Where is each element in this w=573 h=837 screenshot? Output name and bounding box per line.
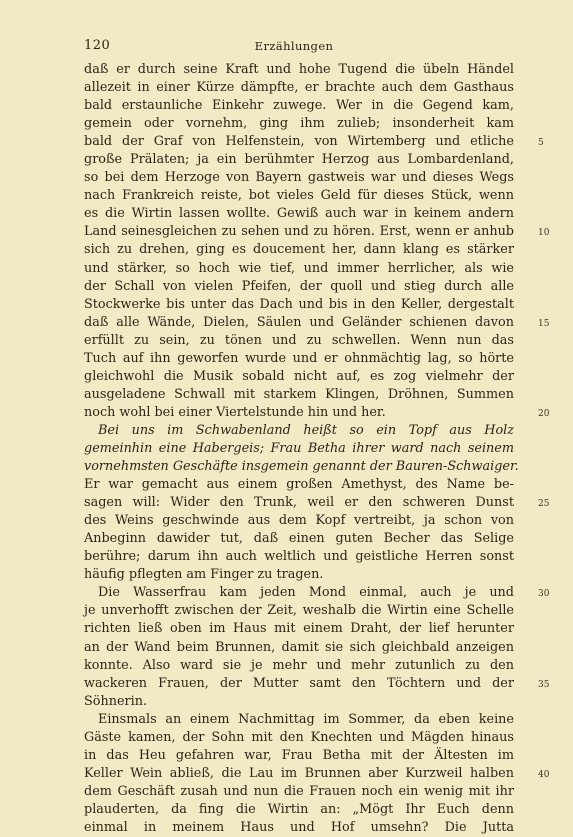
text-line <box>84 783 514 801</box>
text-line <box>84 278 514 296</box>
text-line <box>84 458 519 476</box>
line-text: allezeit in einer Kürze dämpfte, er brachte auch dem Gasthaus <box>84 80 514 96</box>
line-text: vornehmsten Geschäfte insgemein genannt der Bauren-Schwaiger. <box>84 459 519 475</box>
text-line <box>84 296 514 314</box>
text-line <box>84 765 550 783</box>
text-line <box>84 422 514 440</box>
text-line <box>84 79 514 97</box>
text-line <box>84 476 514 494</box>
line-text: es die Wirtin lassen wollte. Gewiß auch war in keinem andern <box>84 206 514 222</box>
line-text: gleichwohl die Musik sobald nicht auf, es zog vielmehr der <box>84 368 514 384</box>
line-text: Stockwerke bis unter das Dach und bis in den Keller, dergestalt <box>84 296 514 312</box>
line-text: Er war gemacht aus einem großen Amethyst, des Name be- <box>84 477 514 493</box>
line-text: so bei dem Herzoge von Bayern gastweis war und dieses Wegs <box>84 170 514 186</box>
page-header <box>84 38 504 56</box>
line-number-marker: 10 <box>538 228 550 239</box>
text-line <box>84 332 514 350</box>
line-text: berühre; darum ihn auch weltlich und geistliche Herren sonst <box>84 549 514 565</box>
line-text: des Weins geschwinde aus dem Kopf vertreibt, ja schon von <box>84 513 514 529</box>
line-text: wackeren Frauen, der Mutter samt den Töchtern und der <box>84 675 514 691</box>
text-line <box>84 151 514 169</box>
text-line <box>84 602 514 620</box>
line-text: noch wohl bei einer Viertelstunde hin und her. <box>84 404 386 420</box>
line-number-marker: 35 <box>538 679 550 690</box>
text-line <box>84 801 514 819</box>
text-line <box>84 368 514 386</box>
line-text: in das Heu gefahren war, Frau Betha mit der Ältesten im <box>84 747 514 763</box>
text-line <box>84 223 550 241</box>
line-text: konnte. Also ward sie je mehr und mehr zutunlich zu den <box>84 657 514 673</box>
text-line <box>84 584 550 602</box>
line-text: Gäste kamen, der Sohn mit den Knechten und Mägden hinaus <box>84 729 514 745</box>
line-text: Tuch auf ihn geworfen wurde und er ohnmächtig lag, so hörte <box>84 350 514 366</box>
line-text: gemeinhin eine Habergeis; Frau Betha ihrer ward nach seinem <box>84 440 514 456</box>
line-text: bald erstaunliche Einkehr zuwege. Wer in die Gegend kam, <box>84 98 514 114</box>
text-line <box>84 819 514 837</box>
line-text: plauderten, da fing die Wirtin an: „Mögt Ihr Euch denn <box>84 801 514 817</box>
line-text: sich zu drehen, ging es doucement her, dann klang es stärker <box>84 242 514 258</box>
text-line <box>84 386 514 404</box>
line-text: Söhnerin. <box>84 693 148 709</box>
line-text: häufig pflegten am Finger zu tragen. <box>84 567 324 583</box>
line-text: erfüllt zu sein, zu tönen und zu schwellen. Wenn nun das <box>84 332 514 348</box>
text-line <box>84 729 514 747</box>
line-text: nach Frankreich reiste, bot vieles Geld für dieses Stück, wenn <box>84 188 514 204</box>
text-line <box>84 169 514 187</box>
line-text: bald der Graf von Helfenstein, von Wirtemberg und etliche <box>84 134 514 150</box>
text-line <box>84 314 550 332</box>
text-line <box>84 639 514 657</box>
text-line <box>84 657 514 675</box>
text-line <box>84 747 514 765</box>
line-text: sagen will: Wider den Trunk, weil er den schweren Dunst <box>84 495 514 511</box>
text-line <box>84 693 514 711</box>
text-line <box>84 711 514 729</box>
line-text: Die Wasserfrau kam jeden Mond einmal, auch je und <box>98 585 514 601</box>
text-line <box>84 440 514 458</box>
text-line <box>84 548 514 566</box>
text-line <box>84 61 514 79</box>
text-line <box>84 404 550 422</box>
line-text: Anbeginn dawider tut, daß einen guten Becher das Selige <box>84 531 514 547</box>
line-text: daß er durch seine Kraft und hohe Tugend die übeln Händel <box>84 62 514 77</box>
line-text: und stärker, so hoch wie tief, und immer herrlicher, als wie <box>84 260 514 276</box>
line-number-marker: 5 <box>538 138 544 149</box>
running-title: Erzählungen <box>254 39 334 53</box>
text-line <box>84 205 514 223</box>
line-text: Keller Wein abließ, die Lau im Brunnen aber Kurzweil halben <box>84 765 514 781</box>
line-text: Einsmals an einem Nachmittag im Sommer, da eben keine <box>98 711 514 727</box>
line-text: an der Wand beim Brunnen, damit sie sich gleichbald anzeigen <box>84 639 514 655</box>
line-number-marker: 30 <box>538 589 550 600</box>
line-number-marker: 15 <box>538 318 550 329</box>
text-line <box>84 97 514 115</box>
text-line <box>84 494 550 512</box>
line-number-marker: 25 <box>538 499 550 510</box>
body-text <box>84 61 550 837</box>
text-line <box>84 530 514 548</box>
text-line <box>84 512 514 530</box>
text-line <box>84 566 514 584</box>
text-line <box>84 620 514 638</box>
line-text: der Schall von vielen Pfeifen, der quoll und stieg durch alle <box>84 278 514 294</box>
line-text: dem Geschäft zusah und nun die Frauen noch ein wenig mit ihr <box>84 783 514 799</box>
text-line <box>84 187 514 205</box>
line-text: daß alle Wände, Dielen, Säulen und Geländer schienen davon <box>84 314 514 330</box>
text-line <box>84 241 514 259</box>
line-text: Land seinesgleichen zu sehen und zu hören. Erst, wenn er anhub <box>84 224 514 240</box>
line-text: ausgeladene Schwall mit starkem Klingen, Dröhnen, Summen <box>84 386 514 402</box>
text-line <box>84 133 544 151</box>
line-text: Bei uns im Schwabenland heißt so ein Topf aus Holz <box>98 422 514 438</box>
text-line <box>84 115 514 133</box>
line-text: große Prälaten; ja ein berühmter Herzog aus Lombardenland, <box>84 152 514 168</box>
text-line <box>84 260 514 278</box>
line-text: je unverhofft zwischen der Zeit, weshalb die Wirtin eine Schelle <box>84 603 514 619</box>
line-text: einmal in meinem Haus und Hof umsehn? Die Jutta <box>84 819 514 835</box>
line-text: gemein oder vornehm, ging ihm zulieb; insonderheit kam <box>84 116 514 132</box>
text-line <box>84 350 514 368</box>
text-line <box>84 675 550 693</box>
line-number-marker: 20 <box>538 408 550 419</box>
line-text: richten ließ oben im Haus mit einem Draht, der lief herunter <box>84 621 514 637</box>
line-number-marker: 40 <box>538 769 550 780</box>
page-number: 120 <box>84 38 111 53</box>
